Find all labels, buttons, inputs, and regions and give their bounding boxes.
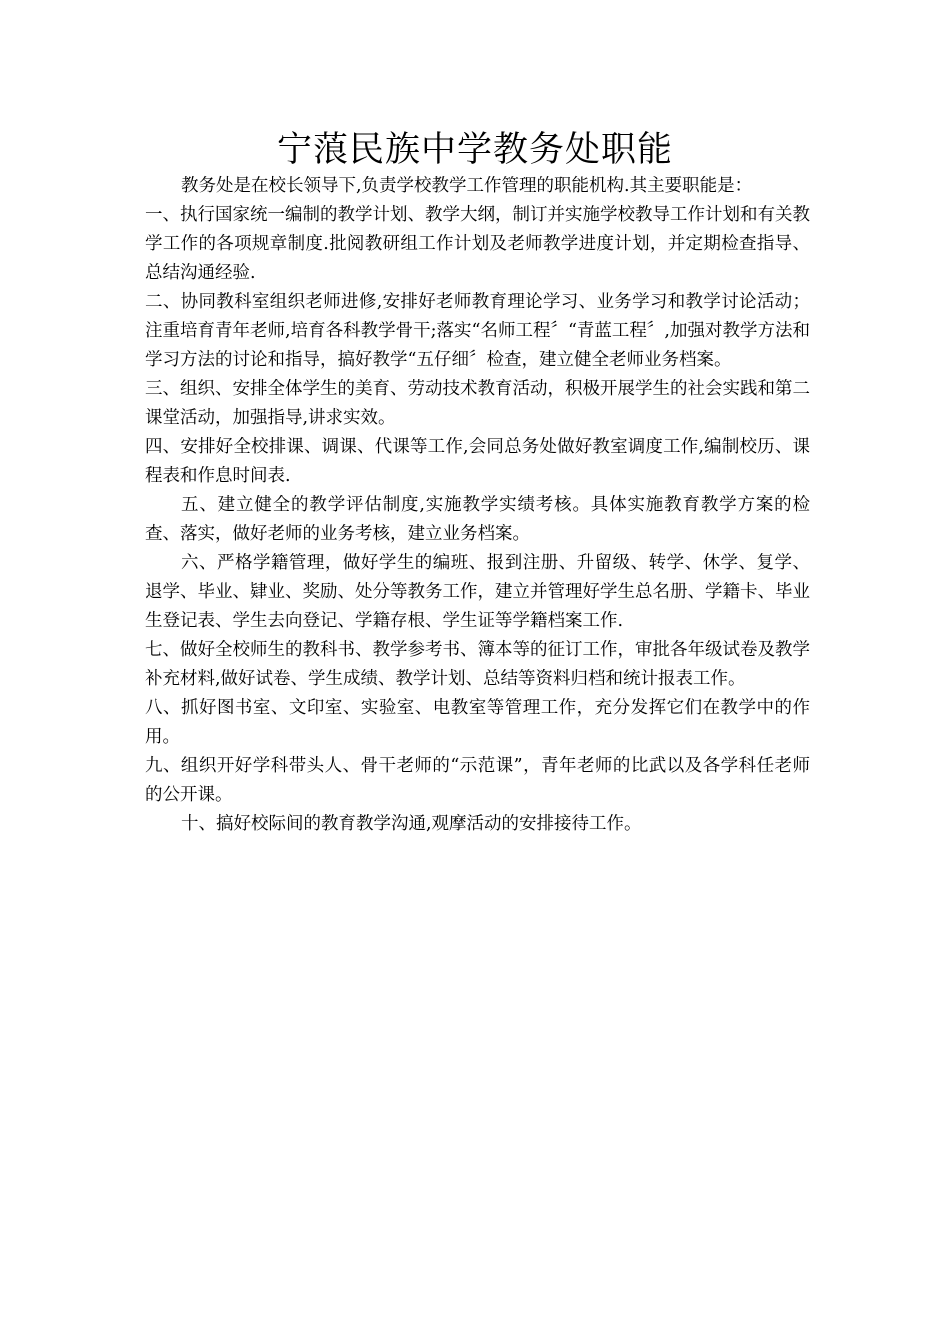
duty-paragraph-8: 八、抓好图书室、文印室、实验室、电教室等管理工作，充分发挥它们在教学中的作用。 bbox=[145, 698, 810, 747]
duty-paragraph-5: 五、建立健全的教学评估制度,实施教学实绩考核。具体实施教育教学方案的检查、落实，做好老师的业务考核，建立业务档案。 bbox=[145, 495, 810, 544]
intro-paragraph: 教务处是在校长领导下,负责学校教学工作管理的职能机构.其主要职能是： bbox=[181, 176, 753, 196]
document-body bbox=[145, 172, 810, 839]
duty-paragraph-6: 六、严格学籍管理，做好学生的编班、报到注册、升留级、转学、休学、复学、退学、毕业、肄业、奖励、处分等教务工作，建立并管理好学生总名册、学籍卡、毕业生登记表、学生去向登记、学籍存根、学生证等学籍档案工作. bbox=[145, 553, 810, 631]
duty-paragraph-1: 一、执行国家统一编制的教学计划、教学大纲，制订并实施学校教导工作计划和有关教学工作的各项规章制度.批阅教研组工作计划及老师教学进度计划，并定期检查指导、总结沟通经验. bbox=[145, 205, 810, 283]
duty-paragraph-7: 七、做好全校师生的教科书、教学参考书、簿本等的征订工作，审批各年级试卷及教学补充材料,做好试卷、学生成绩、教学计划、总结等资料归档和统计报表工作。 bbox=[145, 640, 810, 689]
document-title: 宁蒗民族中学教务处职能 bbox=[276, 130, 673, 170]
duty-paragraph-2: 二、协同教科室组织老师进修,安排好老师教育理论学习、业务学习和教学讨论活动；注重培育青年老师,培育各科教学骨干;落实“名师工程〞“青蓝工程〞,加强对教学方法和学习方法的讨论和指导，搞好教学“五仔细〞检查，建立健全老师业务档案。 bbox=[145, 292, 810, 370]
duty-paragraph-3: 三、组织、安排全体学生的美育、劳动技术教育活动，积极开展学生的社会实践和第二课堂活动，加强指导,讲求实效。 bbox=[145, 379, 810, 428]
duty-paragraph-9: 九、组织开好学科带头人、骨干老师的“示范课”，青年老师的比武以及各学科任老师的公开课。 bbox=[145, 756, 810, 805]
duty-paragraph-4: 四、安排好全校排课、调课、代课等工作,会同总务处做好教室调度工作,编制校历、课程表和作息时间表. bbox=[145, 437, 810, 486]
duty-paragraph-10: 十、搞好校际间的教育教学沟通,观摩活动的安排接待工作。 bbox=[181, 814, 642, 834]
